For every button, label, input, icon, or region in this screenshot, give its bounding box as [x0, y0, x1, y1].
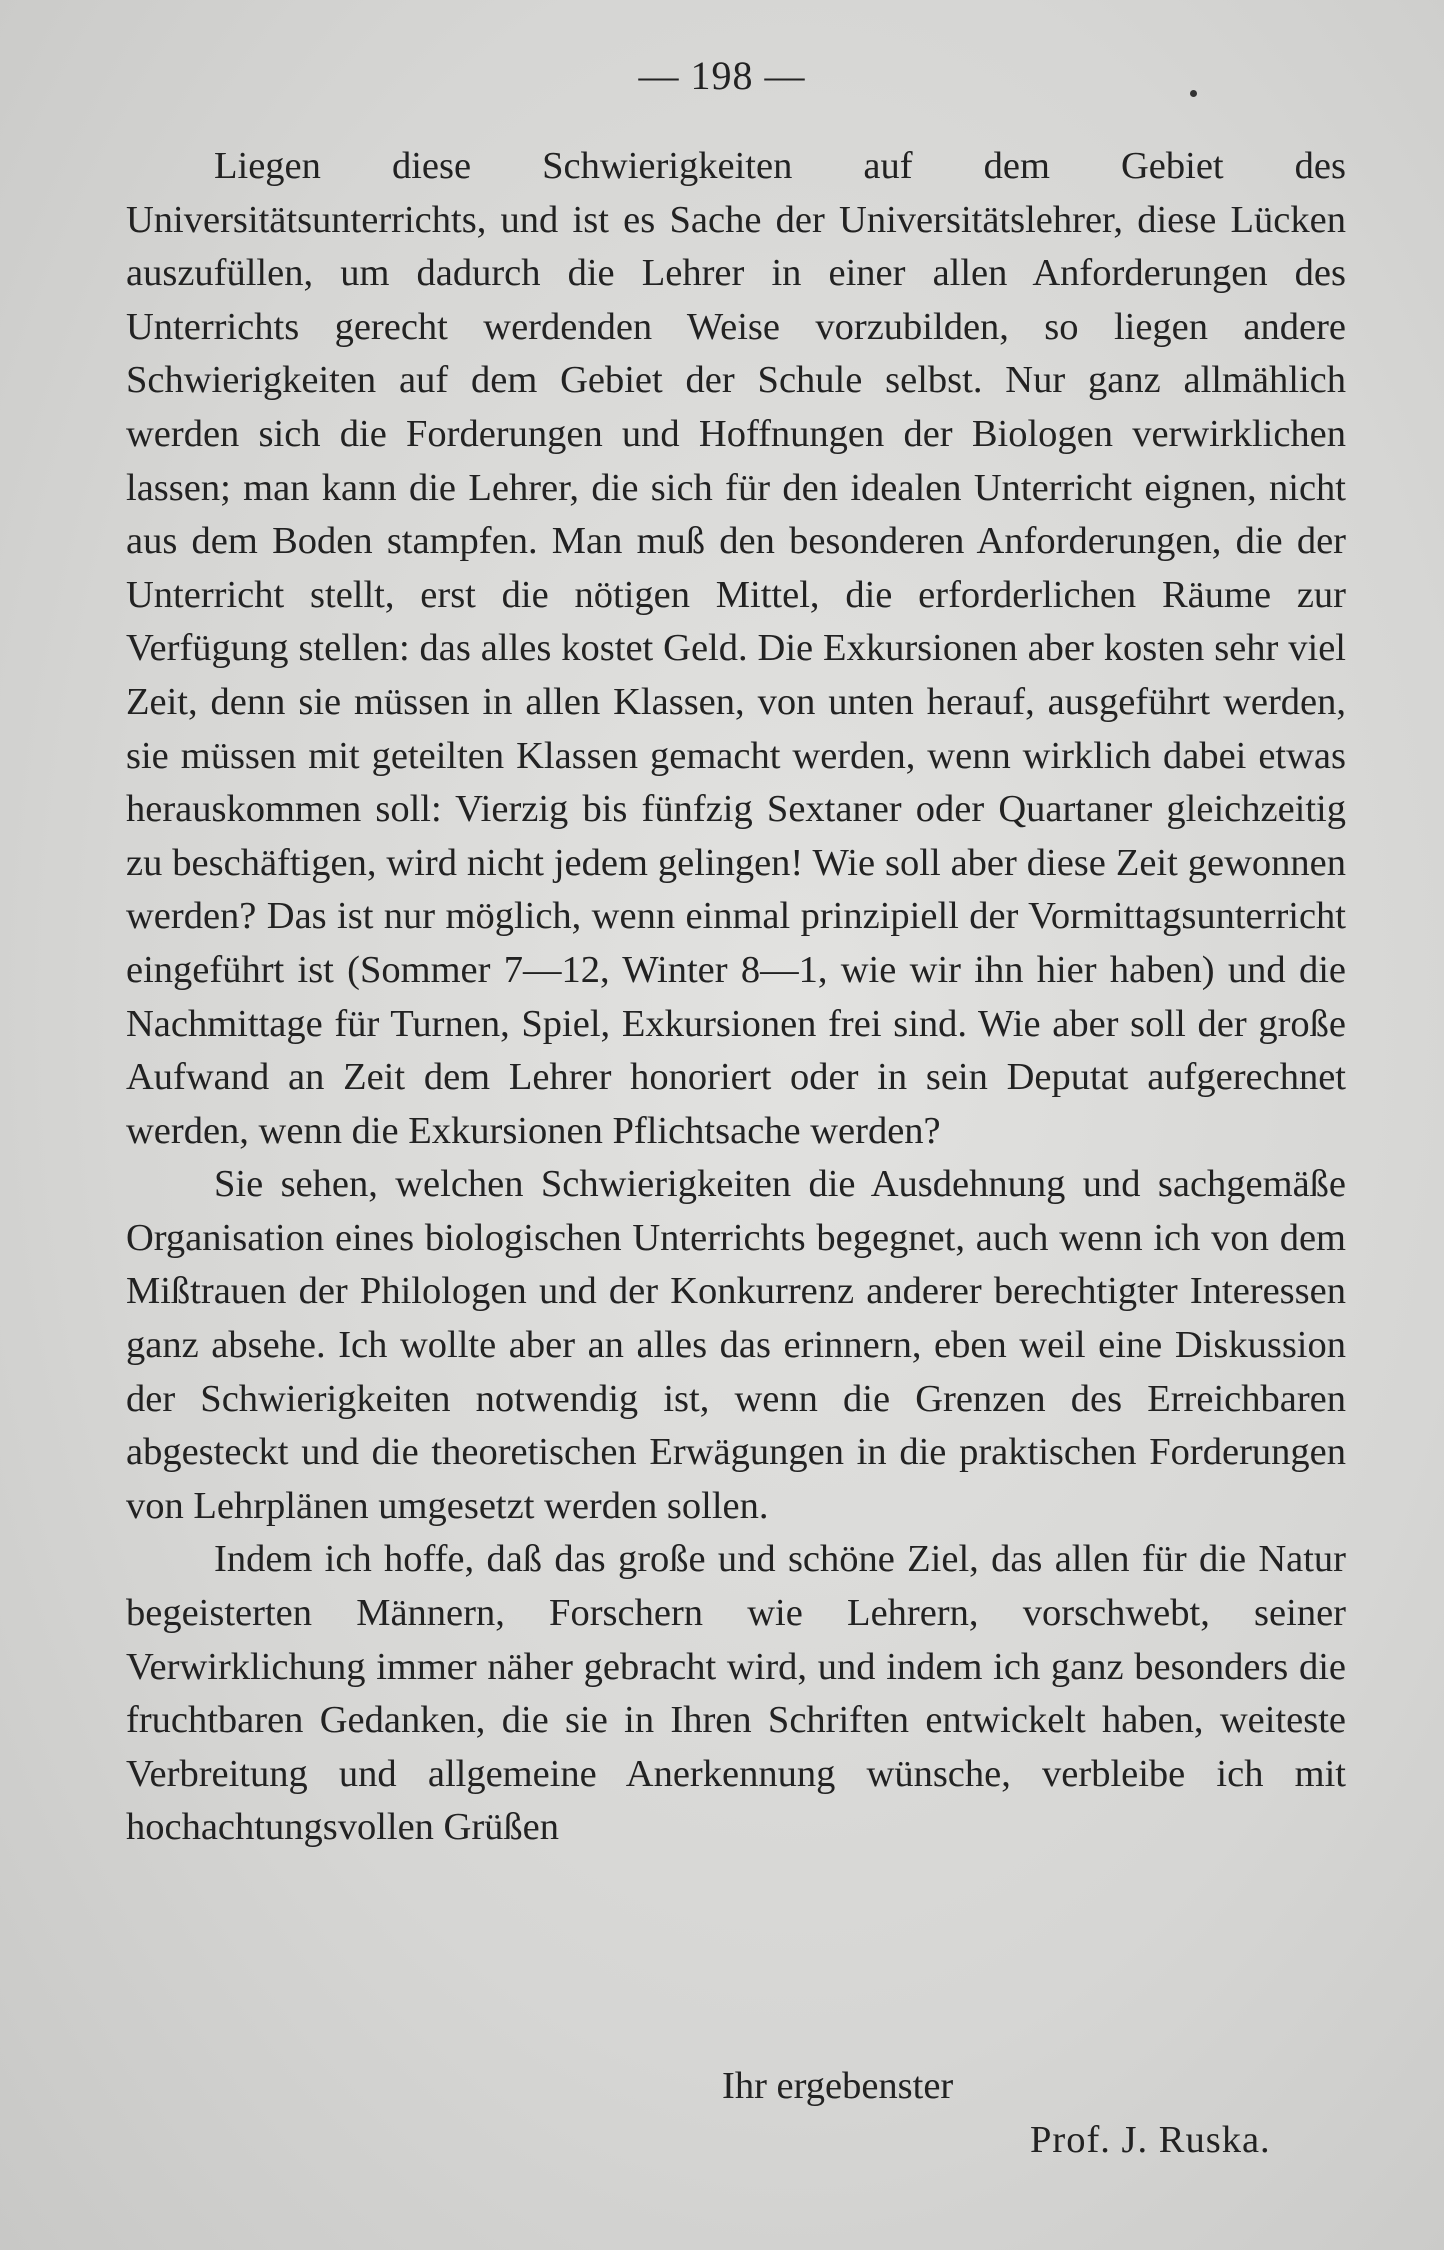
paragraph: Liegen diese Schwierigkeiten auf dem Gebiet des Universitätsunterrichts, und ist es Sache der Universitätslehrer, diese Lücken auszufüllen, um dadurch die Lehrer in einer allen Anforderungen des Unterrichts gerecht werdenden Weise vorzubilden, so liegen andere Schwierigkeiten auf dem Gebiet der Schule selbst. Nur ganz allmählich werden sich die Forderungen und Hoffnungen der Biologen verwirklichen lassen; man kann die Lehrer, die sich für den idealen Unterricht eignen, nicht aus dem Boden stampfen. Man muß den besonderen Anforderungen, die der Unterricht stellt, erst die nötigen Mittel, die erforderlichen Räume zur Verfügung stellen: das alles kostet Geld. Die Exkursionen aber kosten sehr viel Zeit, denn sie müssen in allen Klassen, von unten herauf, ausgeführt werden, sie müssen mit geteilten Klassen gemacht werden, wenn wirklich dabei etwas herauskommen soll: Vierzig bis fünfzig Sextaner oder Quartaner gleichzeitig zu beschäftigen, wird nicht jedem gelingen! Wie soll aber diese Zeit gewonnen werden? Das ist nur möglich, wenn einmal prinzipiell der Vormittagsunterricht eingeführt ist (Sommer 7—12, Winter 8—1, wie wir ihn hier haben) und die Nachmittage für Turnen, Spiel, Exkursionen frei sind. Wie aber soll der große Aufwand an Zeit dem Lehrer honoriert oder in sein Deputat aufgerechnet werden, wenn die Exkursionen Pflichtsache werden? [126, 145, 1346, 1152]
closing-line: Ihr ergebenster [722, 2065, 954, 2107]
signature: Prof. J. Ruska. [1030, 2119, 1271, 2161]
letter-body [126, 140, 1346, 1855]
page-number: — 198 — [638, 53, 806, 98]
ink-speck [1190, 90, 1197, 97]
paragraph: Sie sehen, welchen Schwierigkeiten die Ausdehnung und sachgemäße Organisation eines biologischen Unterrichts begegnet, auch wenn ich von dem Mißtrauen der Philologen und der Konkurrenz anderer berechtigter Interessen ganz absehe. Ich wollte aber an alles das erinnern, eben weil eine Diskussion der Schwierigkeiten notwendig ist, wenn die Grenzen des Erreichbaren abgesteckt und die theoretischen Erwägungen in die praktischen Forderungen von Lehrplänen umgesetzt werden sollen. [126, 1163, 1346, 1527]
paragraph: Indem ich hoffe, daß das große und schöne Ziel, das allen für die Natur begeisterten Männern, Forschern wie Lehrern, vorschwebt, seiner Verwirklichung immer näher gebracht wird, und indem ich ganz besonders die fruchtbaren Gedanken, die sie in Ihren Schriften entwickelt haben, weiteste Verbreitung und allgemeine Anerkennung wünsche, verbleibe ich mit hochachtungsvollen Grüßen [126, 1538, 1346, 1849]
